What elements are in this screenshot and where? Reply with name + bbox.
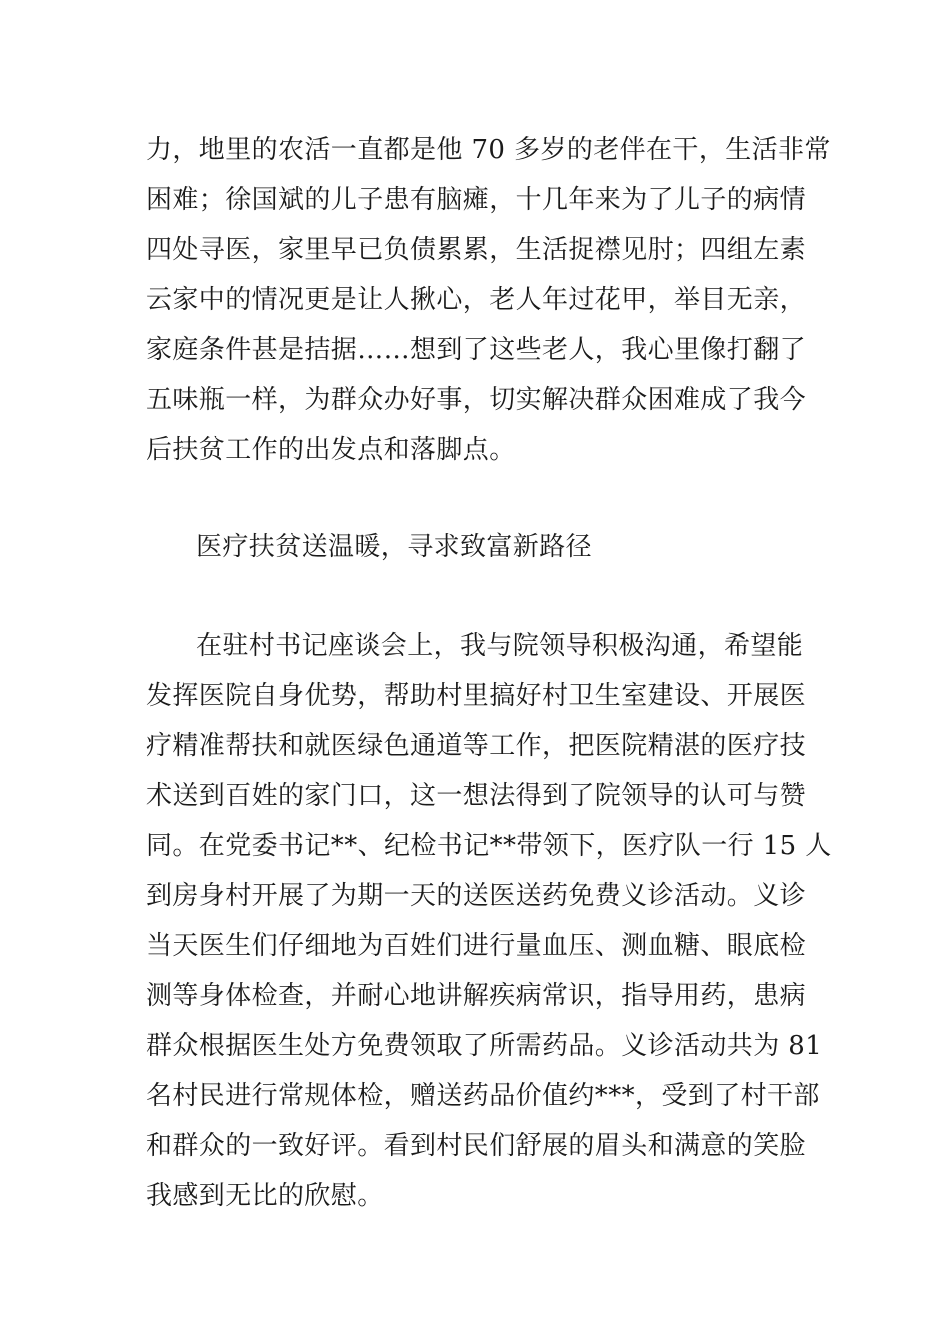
paragraph-2-line-5: 同。在党委书记**、纪检书记**带领下，医疗队一行 15 人 [146, 831, 832, 861]
section-heading: 医疗扶贫送温暖，寻求致富新路径 [196, 532, 593, 562]
paragraph-1-line-5: 家庭条件甚是拮据……想到了这些老人，我心里像打翻了 [146, 335, 807, 365]
paragraph-1-line-2: 困难；徐国斌的儿子患有脑瘫，十几年来为了儿子的病情 [146, 185, 807, 215]
paragraph-2-line-6: 到房身村开展了为期一天的送医送药免费义诊活动。义诊 [146, 881, 807, 911]
paragraph-1-line-4: 云家中的情况更是让人揪心，老人年过花甲，举目无亲， [146, 285, 807, 315]
paragraph-2-line-4: 术送到百姓的家门口，这一想法得到了院领导的认可与赞 [146, 781, 807, 811]
paragraph-2-line-3: 疗精准帮扶和就医绿色通道等工作，把医院精湛的医疗技 [146, 731, 807, 761]
paragraph-2-line-2: 发挥医院自身优势，帮助村里搞好村卫生室建设、开展医 [146, 681, 807, 711]
paragraph-2-line-9: 群众根据医生处方免费领取了所需药品。义诊活动共为 81 [146, 1031, 823, 1061]
paragraph-2-line-12: 我感到无比的欣慰。 [146, 1181, 384, 1211]
paragraph-1-line-1: 力，地里的农活一直都是他 70 多岁的老伴在干，生活非常 [146, 135, 831, 165]
paragraph-2-line-10: 名村民进行常规体检，赠送药品价值约***，受到了村干部 [146, 1081, 820, 1111]
paragraph-1-line-3: 四处寻医，家里早已负债累累，生活捉襟见肘；四组左素 [146, 235, 807, 265]
paragraph-1-line-7: 后扶贫工作的出发点和落脚点。 [146, 435, 516, 465]
paragraph-2-line-7: 当天医生们仔细地为百姓们进行量血压、测血糖、眼底检 [146, 931, 807, 961]
paragraph-2-line-1: 在驻村书记座谈会上，我与院领导积极沟通，希望能 [196, 631, 804, 661]
paragraph-2-line-8: 测等身体检查，并耐心地讲解疾病常识，指导用药，患病 [146, 981, 807, 1011]
paragraph-2-line-11: 和群众的一致好评。看到村民们舒展的眉头和满意的笑脸 [146, 1131, 807, 1161]
paragraph-1-line-6: 五味瓶一样，为群众办好事，切实解决群众困难成了我今 [146, 385, 807, 415]
